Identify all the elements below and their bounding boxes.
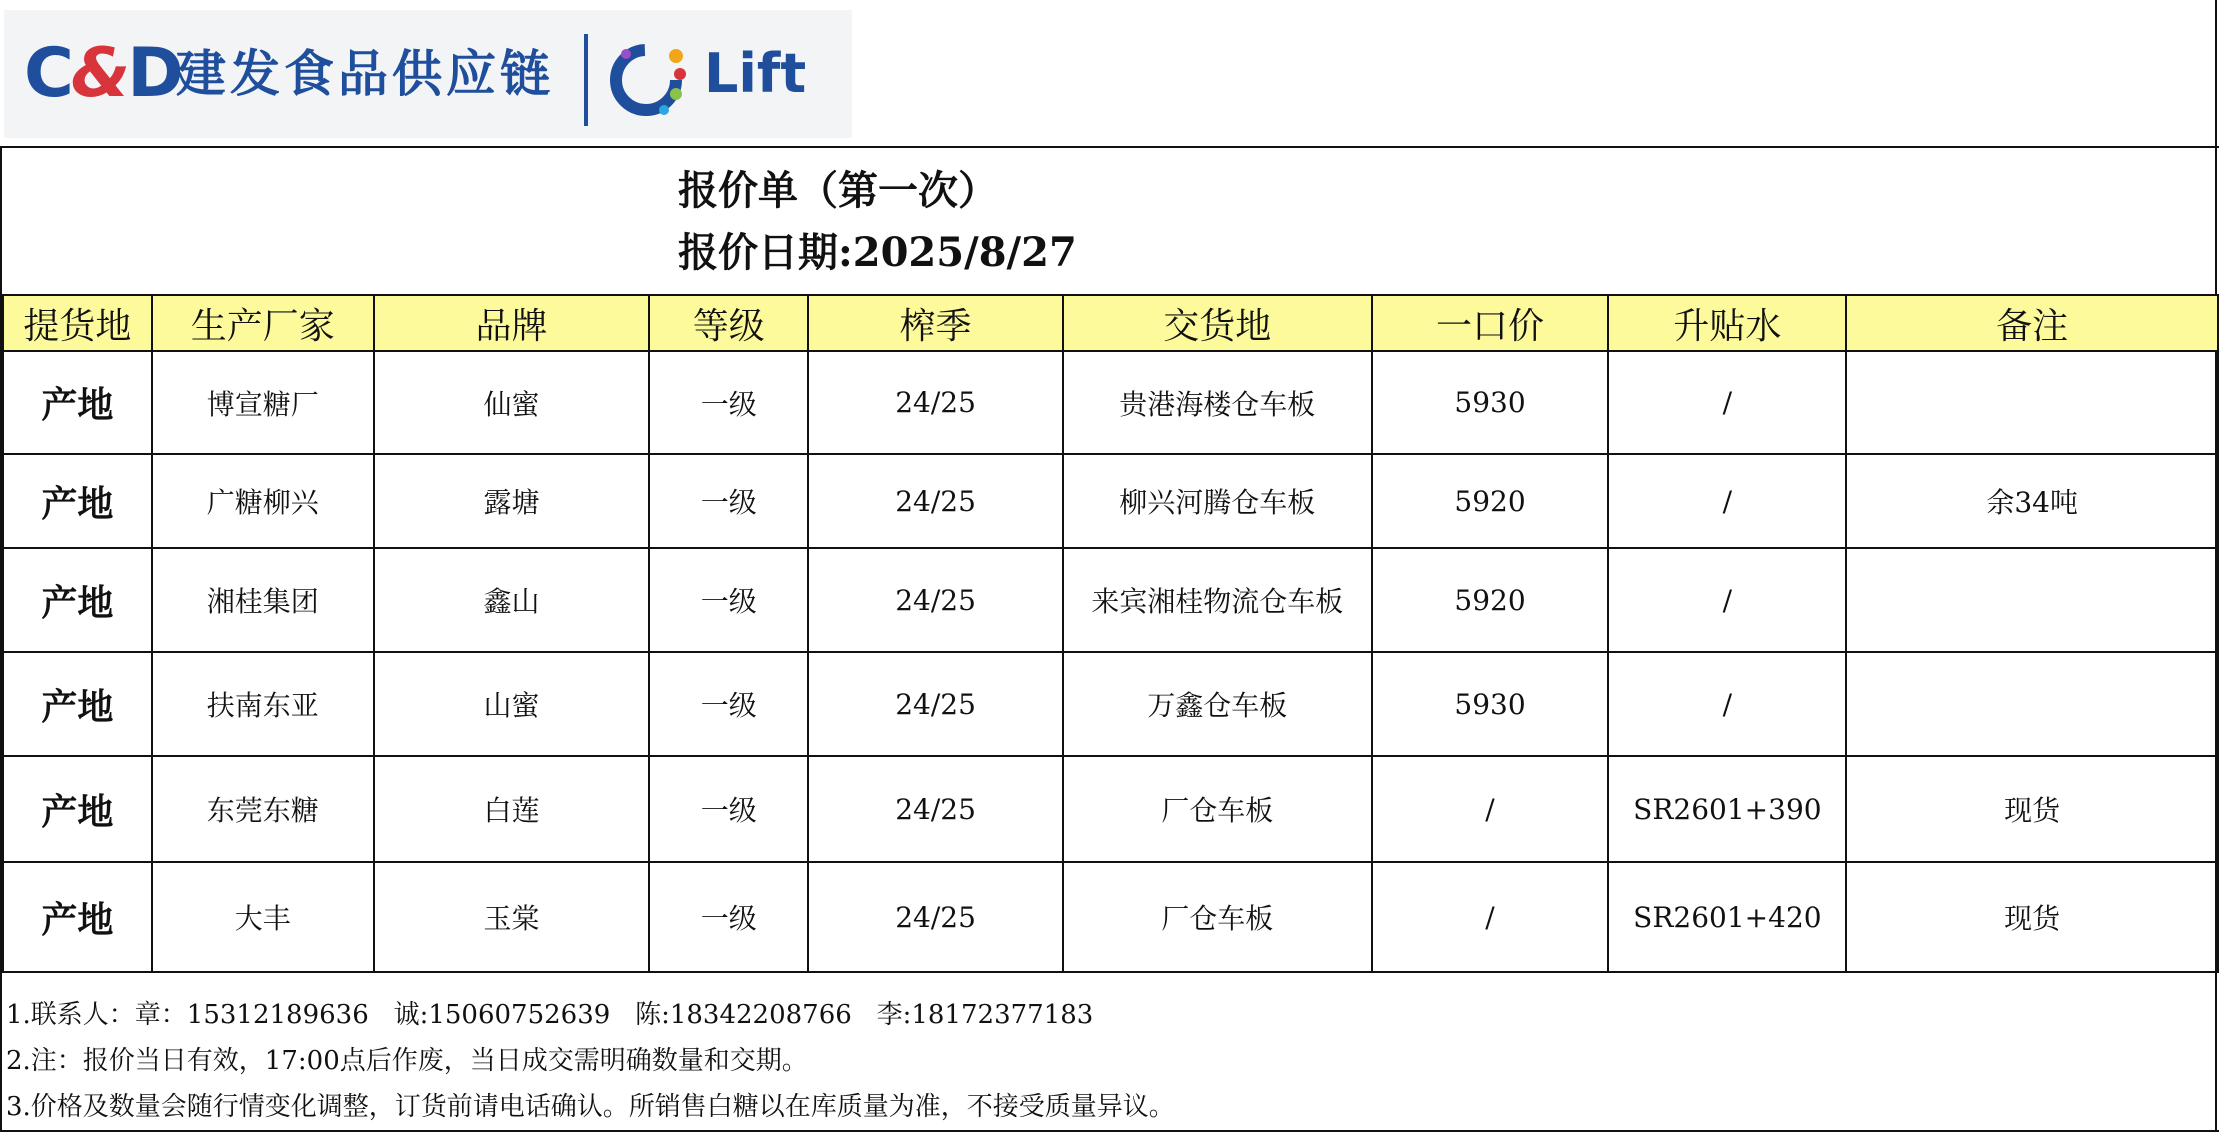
cell-manufacturer: 博宣糖厂 [152, 351, 374, 454]
cell-basis: / [1608, 548, 1846, 652]
cell-grade: 一级 [649, 548, 808, 652]
cell-season: 24/25 [808, 548, 1063, 652]
cell-pickup-location: 产地 [3, 454, 152, 548]
cell-fixed-price: 5920 [1372, 548, 1609, 652]
logo-lift-wordmark: Lift [704, 42, 807, 105]
cell-manufacturer: 湘桂集团 [152, 548, 374, 652]
cell-brand: 仙蜜 [374, 351, 650, 454]
header-pickup-location: 提货地 [3, 295, 152, 351]
cell-pickup-location: 产地 [3, 652, 152, 756]
cell-grade: 一级 [649, 454, 808, 548]
header-basis: 升贴水 [1608, 295, 1846, 351]
cell-fixed-price: / [1372, 862, 1609, 972]
note-validity: 2.注：报价当日有效，17:00点后作废，当日成交需明确数量和交期。 [6, 1046, 808, 1076]
cell-pickup-location: 产地 [3, 756, 152, 862]
note-price-adjustment: 3.价格及数量会随行情变化调整，订货前请电话确认。所销售白糖以在库质量为准，不接受质量异议。 [6, 1092, 1175, 1122]
header-remarks: 备注 [1846, 295, 2218, 351]
cell-brand: 露塘 [374, 454, 650, 548]
header-grade: 等级 [649, 295, 808, 351]
cell-delivery-location: 贵港海楼仓车板 [1063, 351, 1372, 454]
cell-pickup-location: 产地 [3, 351, 152, 454]
cell-delivery-location: 厂仓车板 [1063, 862, 1372, 972]
price-table [2, 294, 2219, 973]
cell-delivery-location: 柳兴河腾仓车板 [1063, 454, 1372, 548]
frame-bottom-line [0, 1130, 2219, 1132]
cell-remarks [1846, 548, 2218, 652]
logo-ampersand: & [70, 34, 128, 113]
cell-grade: 一级 [649, 351, 808, 454]
cell-grade: 一级 [649, 652, 808, 756]
cell-manufacturer: 扶南东亚 [152, 652, 374, 756]
cell-delivery-location: 厂仓车板 [1063, 756, 1372, 862]
table-row [3, 652, 2218, 756]
logo-divider [584, 34, 588, 126]
document-title: 报价单（第一次） [678, 167, 998, 214]
quote-date: 报价日期:2025/8/27 [678, 229, 1077, 276]
cell-basis: SR2601+420 [1608, 862, 1846, 972]
cell-brand: 鑫山 [374, 548, 650, 652]
table-row [3, 351, 2218, 454]
cell-pickup-location: 产地 [3, 548, 152, 652]
cell-fixed-price: 5920 [1372, 454, 1609, 548]
cell-season: 24/25 [808, 756, 1063, 862]
cell-season: 24/25 [808, 652, 1063, 756]
cell-grade: 一级 [649, 756, 808, 862]
frame-top-line [0, 146, 2219, 148]
company-logo [4, 10, 852, 138]
cell-pickup-location: 产地 [3, 862, 152, 972]
cell-manufacturer: 大丰 [152, 862, 374, 972]
cell-brand: 山蜜 [374, 652, 650, 756]
cell-season: 24/25 [808, 454, 1063, 548]
header-season: 榨季 [808, 295, 1063, 351]
header-fixed-price: 一口价 [1372, 295, 1609, 351]
cell-brand: 玉棠 [374, 862, 650, 972]
cell-manufacturer: 广糖柳兴 [152, 454, 374, 548]
cell-remarks [1846, 351, 2218, 454]
cell-remarks: 现货 [1846, 756, 2218, 862]
cell-basis: / [1608, 351, 1846, 454]
cell-basis: SR2601+390 [1608, 756, 1846, 862]
cell-season: 24/25 [808, 862, 1063, 972]
header-brand: 品牌 [374, 295, 650, 351]
cell-grade: 一级 [649, 862, 808, 972]
header-manufacturer: 生产厂家 [152, 295, 374, 351]
notes-section [6, 992, 1175, 1130]
cell-manufacturer: 东莞东糖 [152, 756, 374, 862]
note-contacts: 1.联系人：章：15312189636 诚:15060752639 陈:18342208766 李:18172377183 [6, 1000, 1094, 1030]
cell-brand: 白莲 [374, 756, 650, 862]
cell-basis: / [1608, 652, 1846, 756]
logo-company-name: 建发食品供应链 [176, 45, 554, 103]
table-row [3, 756, 2218, 862]
cell-fixed-price: 5930 [1372, 351, 1609, 454]
table-row [3, 862, 2218, 972]
cell-fixed-price: / [1372, 756, 1609, 862]
table-row [3, 548, 2218, 652]
cell-season: 24/25 [808, 351, 1063, 454]
cell-delivery-location: 万鑫仓车板 [1063, 652, 1372, 756]
logo-cd-mark: C&D [24, 34, 181, 113]
cell-fixed-price: 5930 [1372, 652, 1609, 756]
table-header-row [3, 295, 2218, 351]
cell-remarks [1846, 652, 2218, 756]
cell-remarks: 余34吨 [1846, 454, 2218, 548]
cell-remarks: 现货 [1846, 862, 2218, 972]
cell-delivery-location: 来宾湘桂物流仓车板 [1063, 548, 1372, 652]
header-delivery-location: 交货地 [1063, 295, 1372, 351]
cell-basis: / [1608, 454, 1846, 548]
table-row [3, 454, 2218, 548]
